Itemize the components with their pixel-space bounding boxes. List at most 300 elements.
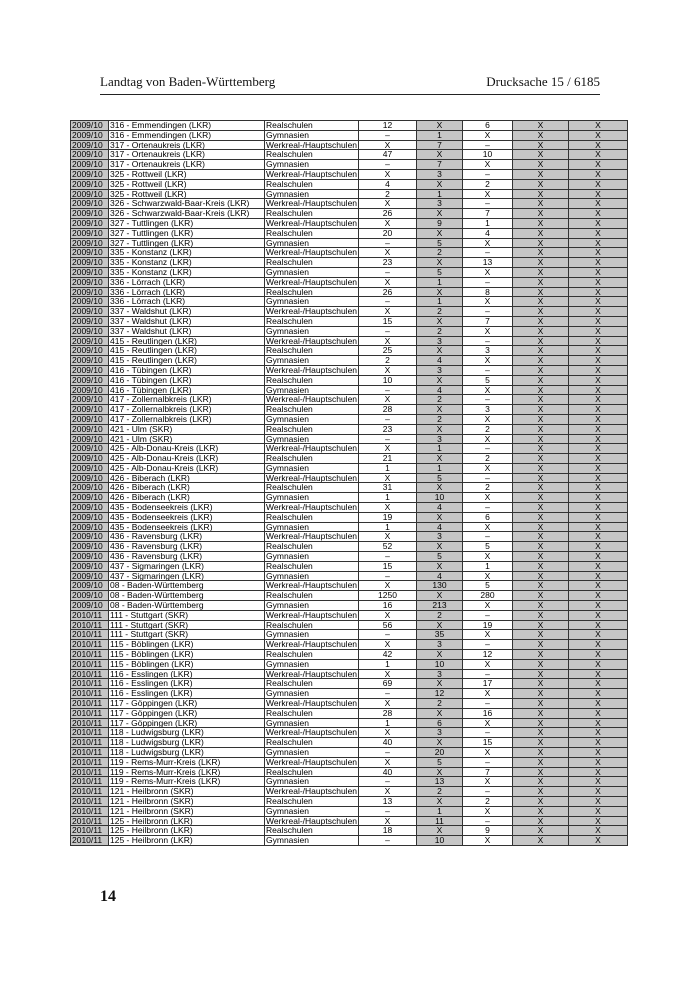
value-cell-1: 21 — [359, 454, 417, 464]
value-cell-3: 1 — [463, 218, 513, 228]
table-row — [71, 503, 628, 513]
value-cell-1: – — [359, 434, 417, 444]
value-cell-3: 1 — [463, 561, 513, 571]
school-type-cell: Werkreal-/Hauptschulen — [266, 218, 358, 228]
value-cell-2: 10 — [417, 836, 463, 846]
district-cell: 121 - Heilbronn (SKR) — [109, 787, 265, 797]
value-cell-4: X — [513, 757, 569, 767]
table-row — [71, 454, 628, 464]
value-cell-1: 25 — [359, 346, 417, 356]
district-cell: 08 - Baden-Württemberg — [109, 581, 265, 591]
value-cell-4: X — [513, 277, 569, 287]
value-cell-2: 213 — [417, 601, 463, 611]
value-cell-1: – — [359, 630, 417, 640]
value-cell-4: X — [513, 708, 569, 718]
school-type-cell: Realschulen — [265, 561, 359, 571]
table-row — [71, 689, 628, 699]
value-cell-2: 12 — [417, 689, 463, 699]
table-row — [71, 434, 628, 444]
school-type-cell: Gymnasien — [265, 748, 359, 758]
value-cell-4: X — [513, 336, 569, 346]
value-cell-2: 4 — [417, 385, 463, 395]
school-year-cell: 2009/10 — [71, 552, 109, 562]
school-type-cell: Realschulen — [265, 512, 359, 522]
school-year-cell: 2009/10 — [71, 189, 109, 199]
value-cell-5: X — [569, 248, 628, 258]
school-year-cell: 2009/10 — [71, 336, 109, 346]
value-cell-4: X — [513, 630, 569, 640]
district-cell: 117 - Göppingen (LKR) — [109, 708, 265, 718]
school-type-cell: Realschulen — [265, 258, 359, 268]
value-cell-2: X — [417, 708, 463, 718]
value-cell-2: 1 — [417, 444, 463, 454]
value-cell-2: X — [417, 738, 463, 748]
value-cell-2: X — [417, 650, 463, 660]
value-cell-1: X — [359, 816, 417, 826]
value-cell-3: 16 — [463, 708, 513, 718]
school-year-cell: 2010/11 — [71, 787, 109, 797]
value-cell-5: X — [569, 463, 628, 473]
value-cell-1: 20 — [359, 228, 417, 238]
school-type-cell: Werkreal-/Hauptschulen — [266, 639, 358, 650]
district-cell: 317 - Ortenaukreis (LKR) — [109, 160, 265, 170]
value-cell-4: X — [513, 571, 569, 581]
value-cell-2: X — [417, 405, 463, 415]
district-cell: 426 - Biberach (LKR) — [109, 473, 265, 483]
district-cell: 417 - Zollernalbkreis (LKR) — [109, 395, 265, 405]
table-row — [71, 199, 628, 209]
school-year-cell: 2009/10 — [71, 444, 109, 454]
value-cell-2: 6 — [417, 718, 463, 728]
school-year-cell: 2009/10 — [71, 121, 109, 131]
district-cell: 115 - Böblingen (LKR) — [109, 659, 265, 669]
table-row — [71, 130, 628, 140]
value-cell-1: 15 — [359, 561, 417, 571]
school-type-cell: Werkreal-/Hauptschulen — [266, 816, 358, 826]
value-cell-2: 4 — [417, 356, 463, 366]
district-cell: 416 - Tübingen (LKR) — [109, 385, 265, 395]
school-year-cell: 2010/11 — [71, 738, 109, 748]
value-cell-3: X — [463, 267, 513, 277]
school-year-cell: 2009/10 — [71, 473, 109, 483]
school-type-cell: Realschulen — [265, 287, 359, 297]
school-year-cell: 2009/10 — [71, 160, 109, 170]
value-cell-1: – — [359, 130, 417, 140]
district-cell: 325 - Rottweil (LKR) — [109, 179, 265, 189]
school-year-cell: 2009/10 — [71, 601, 109, 611]
value-cell-2: X — [417, 209, 463, 219]
table-row — [71, 679, 628, 689]
value-cell-3: X — [463, 522, 513, 532]
value-cell-5: X — [569, 591, 628, 601]
value-cell-3: X — [463, 552, 513, 562]
school-type-cell: Gymnasien — [265, 777, 359, 787]
value-cell-3: X — [463, 718, 513, 728]
table-row — [71, 375, 628, 385]
district-cell: 335 - Konstanz (LKR) — [109, 248, 265, 258]
value-cell-4: X — [513, 699, 569, 709]
table-row — [71, 669, 628, 679]
value-cell-4: X — [513, 601, 569, 611]
value-cell-1: X — [359, 699, 417, 709]
value-cell-2: 5 — [417, 473, 463, 483]
district-cell: 125 - Heilbronn (LKR) — [109, 816, 265, 826]
value-cell-4: X — [513, 463, 569, 473]
value-cell-1: – — [359, 385, 417, 395]
header-divider — [100, 94, 600, 95]
school-type-cell: Werkreal-/Hauptschulen — [266, 394, 358, 405]
value-cell-4: X — [513, 659, 569, 669]
school-year-cell: 2010/11 — [71, 796, 109, 806]
district-cell: 121 - Heilbronn (SKR) — [109, 806, 265, 816]
value-cell-4: X — [513, 826, 569, 836]
table-row — [71, 218, 628, 228]
value-cell-4: X — [513, 228, 569, 238]
value-cell-5: X — [569, 454, 628, 464]
school-year-cell: 2009/10 — [71, 483, 109, 493]
value-cell-3: X — [463, 160, 513, 170]
value-cell-5: X — [569, 179, 628, 189]
district-cell: 335 - Konstanz (LKR) — [109, 258, 265, 268]
value-cell-2: 4 — [417, 571, 463, 581]
value-cell-2: 2 — [417, 307, 463, 317]
school-type-cell: Gymnasien — [265, 601, 359, 611]
district-cell: 325 - Rottweil (LKR) — [109, 189, 265, 199]
school-type-cell: Werkreal-/Hauptschulen — [266, 580, 358, 591]
value-cell-3: 5 — [463, 581, 513, 591]
value-cell-4: X — [513, 356, 569, 366]
table-row — [71, 796, 628, 806]
table-row — [71, 708, 628, 718]
table-row — [71, 640, 628, 650]
value-cell-4: X — [513, 581, 569, 591]
value-cell-2: X — [417, 767, 463, 777]
value-cell-4: X — [513, 561, 569, 571]
school-year-cell: 2009/10 — [71, 130, 109, 140]
school-year-cell: 2010/11 — [71, 836, 109, 846]
district-cell: 08 - Baden-Württemberg — [109, 601, 265, 611]
school-type-cell: Realschulen — [265, 454, 359, 464]
value-cell-3: 12 — [463, 650, 513, 660]
value-cell-3: – — [463, 699, 513, 709]
value-cell-1: 1 — [359, 493, 417, 503]
school-year-cell: 2010/11 — [71, 816, 109, 826]
school-year-cell: 2009/10 — [71, 179, 109, 189]
district-cell: 425 - Alb-Donau-Kreis (LKR) — [109, 444, 265, 454]
school-year-cell: 2009/10 — [71, 561, 109, 571]
value-cell-1: 1 — [359, 522, 417, 532]
district-cell: 425 - Alb-Donau-Kreis (LKR) — [109, 454, 265, 464]
value-cell-3: – — [463, 336, 513, 346]
table-row — [71, 463, 628, 473]
table-row — [71, 610, 628, 620]
value-cell-2: 5 — [417, 552, 463, 562]
table-row — [71, 581, 628, 591]
value-cell-3: – — [463, 503, 513, 513]
school-type-cell: Gymnasien — [265, 297, 359, 307]
district-cell: 435 - Bodenseekreis (LKR) — [109, 522, 265, 532]
table-row — [71, 571, 628, 581]
value-cell-2: 3 — [417, 199, 463, 209]
district-cell: 119 - Rems-Murr-Kreis (LKR) — [109, 757, 265, 767]
school-type-cell: Realschulen — [265, 796, 359, 806]
value-cell-5: X — [569, 199, 628, 209]
value-cell-3: 5 — [463, 542, 513, 552]
value-cell-5: X — [569, 365, 628, 375]
value-cell-2: X — [417, 287, 463, 297]
district-cell: 316 - Emmendingen (LKR) — [109, 121, 265, 131]
school-year-cell: 2009/10 — [71, 522, 109, 532]
school-type-cell: Werkreal-/Hauptschulen — [266, 306, 358, 317]
district-cell: 327 - Tuttlingen (LKR) — [109, 228, 265, 238]
value-cell-4: X — [513, 669, 569, 679]
district-cell: 437 - Sigmaringen (LKR) — [109, 561, 265, 571]
school-type-cell: Realschulen — [265, 424, 359, 434]
value-cell-4: X — [513, 218, 569, 228]
value-cell-2: 3 — [417, 532, 463, 542]
district-cell: 121 - Heilbronn (SKR) — [109, 796, 265, 806]
school-type-cell: Gymnasien — [265, 356, 359, 366]
school-type-cell: Werkreal-/Hauptschulen — [266, 531, 358, 542]
value-cell-4: X — [513, 346, 569, 356]
value-cell-4: X — [513, 483, 569, 493]
value-cell-3: X — [463, 836, 513, 846]
value-cell-5: X — [569, 424, 628, 434]
value-cell-3: 3 — [463, 405, 513, 415]
table-row — [71, 650, 628, 660]
school-year-cell: 2010/11 — [71, 699, 109, 709]
value-cell-4: X — [513, 679, 569, 689]
value-cell-4: X — [513, 316, 569, 326]
school-type-cell: Werkreal-/Hauptschulen — [266, 247, 358, 258]
school-type-cell: Gymnasien — [265, 326, 359, 336]
value-cell-4: X — [513, 365, 569, 375]
value-cell-4: X — [513, 542, 569, 552]
school-year-cell: 2009/10 — [71, 414, 109, 424]
value-cell-2: 5 — [417, 757, 463, 767]
value-cell-1: – — [359, 297, 417, 307]
district-cell: 08 - Baden-Württemberg — [109, 591, 265, 601]
school-type-cell: Werkreal-/Hauptschulen — [266, 365, 358, 375]
school-year-cell: 2009/10 — [71, 434, 109, 444]
table-row — [71, 287, 628, 297]
school-year-cell: 2009/10 — [71, 307, 109, 317]
value-cell-5: X — [569, 483, 628, 493]
value-cell-1: X — [359, 787, 417, 797]
district-cell: 421 - Ulm (SKR) — [109, 434, 265, 444]
value-cell-4: X — [513, 796, 569, 806]
value-cell-3: X — [463, 659, 513, 669]
value-cell-5: X — [569, 493, 628, 503]
school-type-cell: Realschulen — [265, 121, 359, 131]
value-cell-5: X — [569, 297, 628, 307]
district-cell: 337 - Waldshut (LKR) — [109, 316, 265, 326]
value-cell-1: – — [359, 806, 417, 816]
value-cell-5: X — [569, 581, 628, 591]
school-year-cell: 2010/11 — [71, 777, 109, 787]
value-cell-1: 42 — [359, 650, 417, 660]
district-cell: 336 - Lörrach (LKR) — [109, 297, 265, 307]
value-cell-3: X — [463, 571, 513, 581]
school-year-cell: 2009/10 — [71, 248, 109, 258]
school-type-cell: Gymnasien — [265, 806, 359, 816]
school-year-cell: 2010/11 — [71, 630, 109, 640]
table-row — [71, 316, 628, 326]
value-cell-1: X — [359, 640, 417, 650]
school-type-cell: Gymnasien — [265, 267, 359, 277]
value-cell-5: X — [569, 552, 628, 562]
district-cell: 417 - Zollernalbkreis (LKR) — [109, 414, 265, 424]
value-cell-4: X — [513, 620, 569, 630]
value-cell-5: X — [569, 169, 628, 179]
value-cell-2: 1 — [417, 130, 463, 140]
value-cell-5: X — [569, 503, 628, 513]
table-row — [71, 777, 628, 787]
school-year-cell: 2009/10 — [71, 463, 109, 473]
value-cell-5: X — [569, 316, 628, 326]
school-year-cell: 2009/10 — [71, 591, 109, 601]
value-cell-5: X — [569, 689, 628, 699]
value-cell-3: 2 — [463, 454, 513, 464]
table-row — [71, 385, 628, 395]
value-cell-2: 4 — [417, 503, 463, 513]
school-year-cell: 2010/11 — [71, 689, 109, 699]
value-cell-1: X — [359, 336, 417, 346]
school-year-cell: 2010/11 — [71, 757, 109, 767]
district-cell: 417 - Zollernalbkreis (LKR) — [109, 405, 265, 415]
value-cell-5: X — [569, 473, 628, 483]
school-type-cell: Gymnasien — [265, 434, 359, 444]
value-cell-4: X — [513, 738, 569, 748]
school-year-cell: 2009/10 — [71, 503, 109, 513]
value-cell-1: 28 — [359, 405, 417, 415]
page-number: 14 — [100, 888, 116, 905]
school-year-cell: 2010/11 — [71, 610, 109, 620]
value-cell-5: X — [569, 444, 628, 454]
table-row — [71, 395, 628, 405]
table-row — [71, 552, 628, 562]
school-year-cell: 2010/11 — [71, 708, 109, 718]
table-row — [71, 326, 628, 336]
school-year-cell: 2009/10 — [71, 258, 109, 268]
school-year-cell: 2009/10 — [71, 375, 109, 385]
school-type-cell: Gymnasien — [265, 238, 359, 248]
value-cell-3: 6 — [463, 121, 513, 131]
value-cell-1: 2 — [359, 356, 417, 366]
value-cell-2: X — [417, 826, 463, 836]
table-row — [71, 718, 628, 728]
value-cell-3: 2 — [463, 424, 513, 434]
value-cell-1: 2 — [359, 189, 417, 199]
table-body — [71, 121, 628, 846]
value-cell-2: 1 — [417, 806, 463, 816]
value-cell-3: 10 — [463, 150, 513, 160]
district-cell: 327 - Tuttlingen (LKR) — [109, 238, 265, 248]
value-cell-5: X — [569, 238, 628, 248]
value-cell-4: X — [513, 816, 569, 826]
school-type-cell: Realschulen — [265, 179, 359, 189]
value-cell-4: X — [513, 434, 569, 444]
value-cell-4: X — [513, 375, 569, 385]
table-row — [71, 365, 628, 375]
value-cell-5: X — [569, 561, 628, 571]
value-cell-4: X — [513, 552, 569, 562]
table-row — [71, 787, 628, 797]
value-cell-2: 35 — [417, 630, 463, 640]
value-cell-4: X — [513, 169, 569, 179]
value-cell-5: X — [569, 777, 628, 787]
school-year-cell: 2009/10 — [71, 512, 109, 522]
value-cell-5: X — [569, 757, 628, 767]
value-cell-3: – — [463, 199, 513, 209]
school-year-cell: 2010/11 — [71, 718, 109, 728]
value-cell-5: X — [569, 748, 628, 758]
table-row — [71, 748, 628, 758]
value-cell-3: 8 — [463, 287, 513, 297]
value-cell-5: X — [569, 650, 628, 660]
school-year-cell: 2009/10 — [71, 326, 109, 336]
value-cell-1: 56 — [359, 620, 417, 630]
value-cell-1: 40 — [359, 767, 417, 777]
table-row — [71, 620, 628, 630]
school-year-cell: 2009/10 — [71, 218, 109, 228]
value-cell-5: X — [569, 718, 628, 728]
school-year-cell: 2010/11 — [71, 748, 109, 758]
table-row — [71, 591, 628, 601]
value-cell-4: X — [513, 121, 569, 131]
value-cell-1: 23 — [359, 424, 417, 434]
value-cell-1: 15 — [359, 316, 417, 326]
district-cell: 316 - Emmendingen (LKR) — [109, 130, 265, 140]
value-cell-3: 5 — [463, 375, 513, 385]
value-cell-5: X — [569, 816, 628, 826]
school-type-cell: Gymnasien — [265, 571, 359, 581]
value-cell-3: – — [463, 787, 513, 797]
value-cell-5: X — [569, 806, 628, 816]
value-cell-3: X — [463, 748, 513, 758]
value-cell-1: 69 — [359, 679, 417, 689]
table-row — [71, 160, 628, 170]
value-cell-3: 2 — [463, 179, 513, 189]
value-cell-2: 3 — [417, 640, 463, 650]
school-type-cell: Werkreal-/Hauptschulen — [266, 727, 358, 738]
value-cell-1: 18 — [359, 826, 417, 836]
value-cell-5: X — [569, 610, 628, 620]
table-row — [71, 806, 628, 816]
table-row — [71, 493, 628, 503]
value-cell-1: – — [359, 326, 417, 336]
value-cell-4: X — [513, 150, 569, 160]
table-row — [71, 532, 628, 542]
school-year-cell: 2009/10 — [71, 405, 109, 415]
value-cell-2: X — [417, 591, 463, 601]
school-year-cell: 2009/10 — [71, 581, 109, 591]
value-cell-2: 2 — [417, 787, 463, 797]
school-type-cell: Gymnasien — [265, 414, 359, 424]
school-type-cell: Realschulen — [265, 150, 359, 160]
value-cell-1: – — [359, 552, 417, 562]
value-cell-3: – — [463, 728, 513, 738]
school-year-cell: 2010/11 — [71, 679, 109, 689]
district-cell: 118 - Ludwigsburg (LKR) — [109, 748, 265, 758]
table-row — [71, 601, 628, 611]
value-cell-5: X — [569, 512, 628, 522]
value-cell-1: – — [359, 238, 417, 248]
value-cell-4: X — [513, 650, 569, 660]
district-cell: 118 - Ludwigsburg (LKR) — [109, 738, 265, 748]
school-type-cell: Gymnasien — [265, 522, 359, 532]
school-type-cell: Realschulen — [265, 650, 359, 660]
